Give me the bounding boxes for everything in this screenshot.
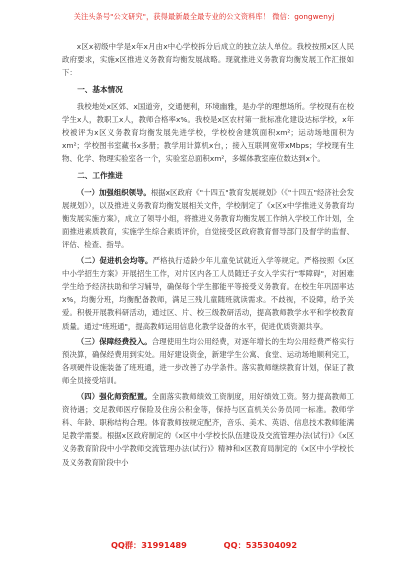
item-text-2: 严格执行适龄少年儿童免试就近入学等规定。严格按照《x区中小学招生方案》开展招生工作，对片区内各工人员随迁子女入学实行"零障碍"，对困难学生给予经济扶助和学习辅导，确保每个学生都能平等接受义务教育。在校生年巩固率达x%，均衡分班，均衡配备教师，满足三残儿童随班就读需求。不歧视，不设障，给予关爱。积极开展教科研活动，通过区、片、校三级教研活动，提高教师教学水平和学校教育质量。通过"班班通"，提高教师运用信息化教学设备的水平，促进优质资源共享。 (62, 255, 354, 331)
item-paragraph-1 (62, 186, 354, 252)
basic-info-paragraph: 我校地处x区郊、x国道旁，交通便利，环境幽雅，是办学的理想场所。学校现有在校学生x人，教职工x人，教师合格率x%。我校是x区农村第一批标准化建设达标学校，x年校被评为x区义务教育均衡发展先进学校，学校校舍建筑面积xm²；运动场地面积为xm²；学校图书室藏书x多册；教学用计算机x台，；接入互联网宽带xMbps；学校现有生物、化学、物理实验室各一个，实验室总面积xm²，多媒体教室座位数达到x个。 (62, 101, 354, 164)
item-text-1: 根据x区政府《"十四五"教育发展规划》（《"十四五"经济社会发展规划》），以及推进义务教育均衡发展相关文件，学校制定了《x区x中学推进义务教育均衡发展实施方案》，成立了领导小组，将推进义务教育均衡发展工作纳入学校工作计划，全面推进素质教育，实施学生综合素质评价，自觉接受区政府教育督导部门及督学的监督、评估、检查、指导。 (62, 187, 354, 250)
item-title-3: （三）保障经费投入。 (76, 336, 152, 346)
item-paragraph-3 (62, 335, 354, 388)
qq-number-text: QQ：535304092 (223, 540, 298, 550)
footer-contact (0, 540, 408, 551)
item-text-4: 全面落实教师绩效工资制度，用好绩效工资。努力提高教师工资待遇；交足教师医疗保险及住房公积金等，保持与区直机关公务员同一标准。教师学科、年龄、职称结构合理。体育教师按规定配齐，音乐、美术、英语、信息技术教师能满足教学需要。根据x区政府制定的《x区中小学校长队伍建设及交流管理办法(试行)》《x区义务教育阶段中小学教师交流管理办法(试行)》精神和x区教育局制定的《x区中小学校长及义务教育阶段中小 (62, 391, 354, 467)
qq-group-text: QQ群：31991489 (110, 540, 187, 550)
item-paragraph-4 (62, 390, 354, 469)
item-text-3: 合理使用生均公用经费，对逐年增长的生均公用经费严格实行预决算，确保经费用到实处。用好建设资金，新建学生公寓、食堂、运动场地顺利完工，各项硬件设施装备了班班通，进一步改善了办学条件。落实教师继续教育计划，保证了教师全员接受培训。 (62, 336, 354, 386)
section-heading-progress: 二、工作推进 (77, 170, 123, 180)
header-banner: 关注头条号"公文研究"，获得最新最全最专业的公文资料库！ 微信：gongwenyj (73, 12, 335, 21)
section-heading-basic: 一、基本情况 (77, 84, 123, 94)
item-title-2: （二）促进机会均等。 (76, 255, 153, 265)
item-title-4: （四）强化师资配置。 (76, 391, 152, 401)
intro-paragraph: x区x初级中学是x年x月由x中心学校拆分后成立的独立法人单位。我校按照x区人民政府要求，实施x区推进义务教育均衡发展战略。现就推进义务教育均衡发展工作汇报如下： (62, 42, 354, 78)
item-title-1: （一）加强组织领导。 (76, 187, 151, 197)
document-body (62, 40, 354, 469)
item-paragraph-2 (62, 254, 354, 333)
